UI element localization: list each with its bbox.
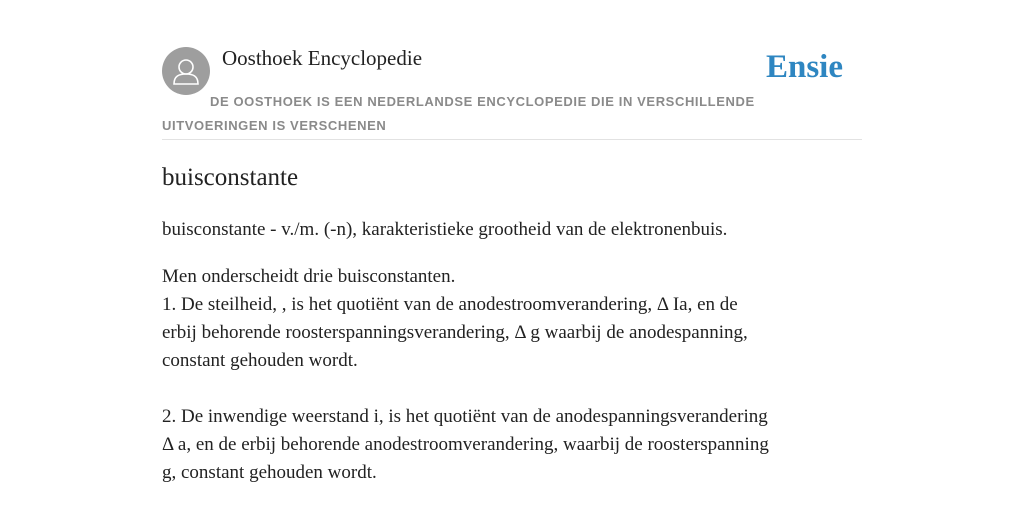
article-title: buisconstante	[162, 164, 299, 191]
site-tagline: DE OOSTHOEK IS EEN NEDERLANDSE ENCYCLOPEDIE DIE IN VERSCHILLENDE UITVOERINGEN IS VERSCHENEN	[162, 94, 755, 133]
paragraph-gap	[162, 375, 862, 403]
site-title[interactable]: Oosthoek Encyclopedie	[222, 46, 423, 70]
brand-logo[interactable]: Ensie	[765, 49, 843, 85]
body-line: g, constant gehouden wordt.	[162, 462, 377, 483]
user-avatar-icon[interactable]	[162, 47, 210, 95]
body-line: erbij behorende roosterspanningsverandering, Δ g waarbij de anodespanning,	[162, 322, 748, 343]
article-definition: buisconstante - v./m. (-n), karakteristieke grootheid van de elektronenbuis.	[162, 219, 728, 240]
body-line: Δ a, en de erbij behorende anodestroomverandering, waarbij de roosterspanning	[162, 434, 769, 455]
article	[162, 160, 862, 487]
body-line: 2. De inwendige weerstand i, is het quotiënt van de anodespanningsverandering	[162, 406, 768, 427]
body-line: constant gehouden wordt.	[162, 350, 358, 371]
article-body	[162, 263, 862, 487]
body-line: 1. De steilheid, , is het quotiënt van de anodestroomverandering, Δ Ia, en de	[162, 294, 738, 315]
site-header	[162, 46, 862, 140]
body-line: Men onderscheidt drie buisconstanten.	[162, 266, 456, 287]
